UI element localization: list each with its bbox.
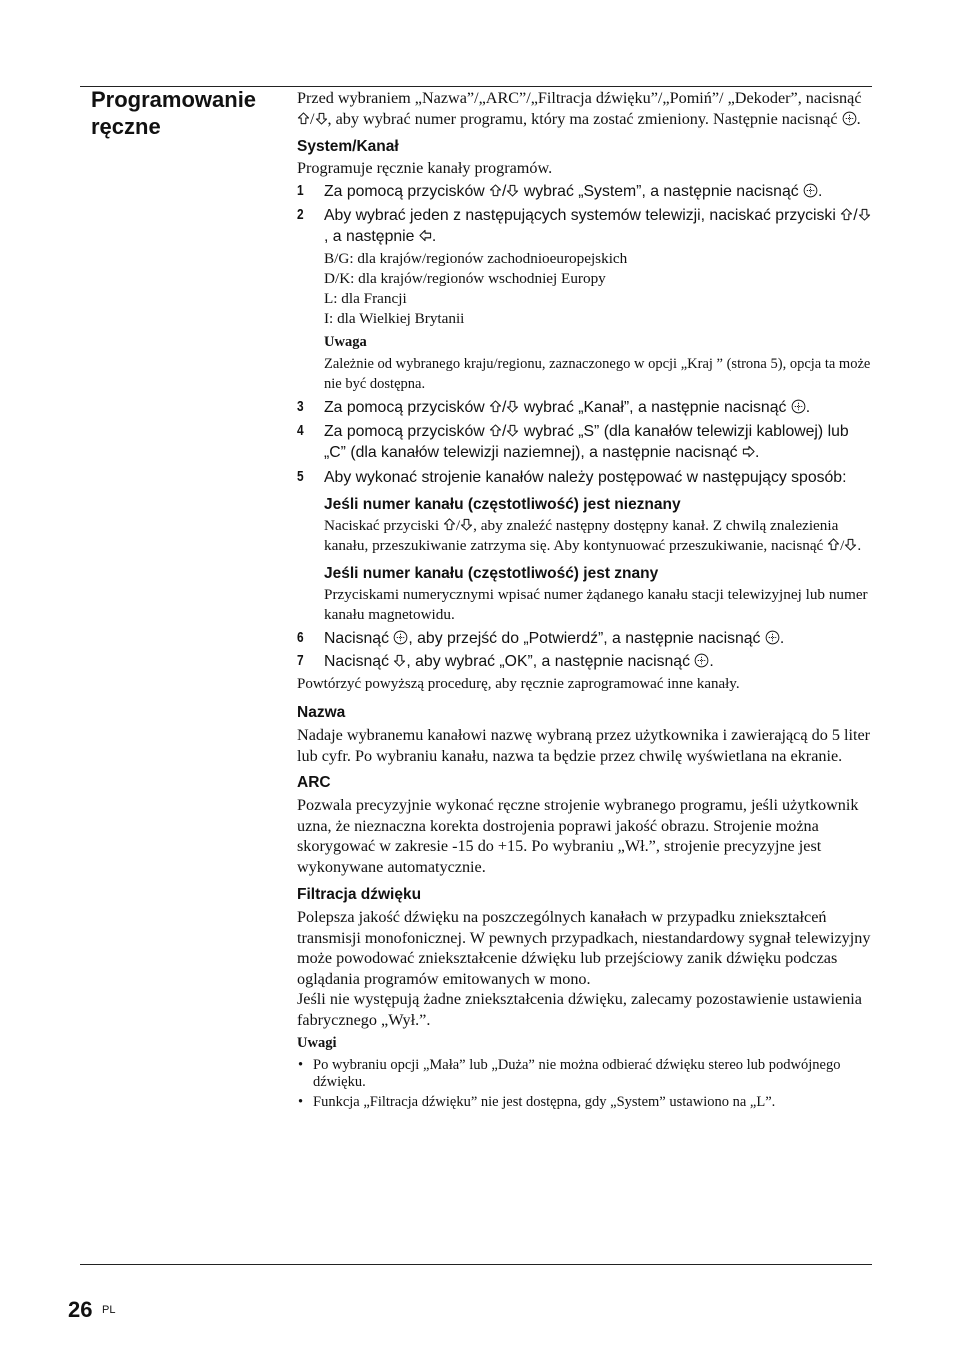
arrow-down-icon [506, 424, 519, 437]
arrow-down-icon [506, 400, 519, 413]
section-title: Programowanie ręczne [91, 87, 257, 139]
select-button-icon [694, 653, 709, 668]
step-5: 5 Aby wykonać strojenie kanałów należy postępować w następujący sposób: [297, 468, 847, 486]
note-item: • Funkcja „Filtracja dźwięku” nie jest dostępna, gdy „System” ustawiono na „L”. [298, 1093, 776, 1110]
notes-heading: Uwagi [297, 1035, 337, 1051]
arrow-down-icon [844, 538, 857, 551]
arrow-up-icon [443, 518, 456, 531]
step-1: 1 Za pomocą przycisków / wybrać „System”, a następnie nacisnąć . [297, 182, 823, 200]
known-channel-heading: Jeśli numer kanału (częstotliwość) jest znany [324, 564, 659, 582]
filtracja-text-1: Polepsza jakość dźwięku na poszczególnych kanałach w przypadku zniekształceń transmisji monofonicznej. W pewnych przypadkach, niestandardowy sygnał telewizyjny może powodować zniekształcenie dźwięku lub przejściowy zanik dźwięku podczas oglądania programów emitowanych w mono. [297, 908, 871, 988]
filtracja-heading: Filtracja dźwięku [297, 886, 422, 903]
unknown-channel-text: Naciskać przyciski / , aby znaleźć następny dostępny kanał. Z chwilą znalezienia kanału, przeszukiwanie zatrzyma się. Aby kontynuować przeszukiwanie, nacisnąć / . [324, 516, 862, 554]
bullet-icon: • [298, 1093, 304, 1110]
nazwa-heading: Nazwa [297, 704, 346, 721]
step-3: 3 Za pomocą przycisków / wybrać „Kanał”, a następnie nacisnąć . [297, 398, 811, 416]
arrow-right-icon [742, 445, 755, 458]
system-item: D/K: dla krajów/regionów wschodniej Europy [324, 269, 606, 287]
systems-list [324, 249, 873, 329]
arrow-down-icon [315, 112, 328, 125]
arrow-down-icon [393, 654, 406, 667]
arrow-up-icon [489, 400, 502, 413]
nazwa-text: Nadaje wybranemu kanałowi nazwę wybraną przez użytkownika i zawierającą do 5 liter lub cyfr. Po wybraniu kanału, nazwa ta będzie przez chwilę wyświetlana na ekranie. [297, 726, 871, 765]
step-4: 4 Za pomocą przycisków / wybrać „S” (dla kanałów telewizji kablowej) lub „C” (dla kanałów telewizji naziemnej), a następnie nacisnąć . [297, 422, 849, 461]
main-content [297, 86, 873, 1111]
arrow-up-icon [297, 112, 310, 125]
step-7: 7 Nacisnąć , aby wybrać „OK”, a następnie nacisnąć . [297, 652, 714, 670]
language-code: PL [102, 1304, 116, 1316]
select-button-icon [791, 399, 806, 414]
bullet-icon: • [298, 1056, 304, 1073]
arc-heading: ARC [297, 774, 331, 791]
arrow-down-icon [506, 184, 519, 197]
note-text: Zależnie od wybranego kraju/regionu, zaznaczonego w opcji „Kraj ” (strona 5), opcja ta może nie być dostępna. [324, 355, 871, 392]
select-button-icon [842, 111, 857, 126]
system-kanal-desc: Programuje ręcznie kanały programów. [297, 159, 553, 177]
known-channel-text: Przyciskami numerycznymi wpisać numer żądanego kanału stacji telewizyjnej lub numer kanału magnetowidu. [324, 585, 868, 623]
system-item: B/G: dla krajów/regionów zachodnioeuropejskich [324, 249, 628, 267]
filtracja-text-2: Jeśli nie występują żadne zniekształcenia dźwięku, zalecamy pozostawienie ustawienia fabrycznego „Wył.”. [297, 990, 862, 1029]
system-item: I: dla Wielkiej Brytanii [324, 309, 465, 327]
arrow-down-icon [460, 518, 473, 531]
note-heading: Uwaga [324, 333, 367, 350]
system-kanal-heading: System/Kanał [297, 138, 399, 155]
arrow-up-icon [827, 538, 840, 551]
system-item: L: dla Francji [324, 289, 407, 307]
step-2: 2 Aby wybrać jeden z następujących systemów telewizji, naciskać przyciski /, a następnie . [297, 205, 873, 247]
intro-paragraph: Przed wybraniem „Nazwa”/„ARC”/„Filtracja dźwięku”/„Pomiń”/ „Dekoder”, nacisnąć / , aby wybrać numer programu, który ma zostać zmieniony. Następnie nacisnąć . [297, 89, 862, 128]
note-item: • Po wybraniu opcji „Mała” lub „Duża” nie można odbierać dźwięku stereo lub podwójnego dźwięku. [298, 1056, 841, 1090]
select-button-icon [803, 183, 818, 198]
select-button-icon [393, 630, 408, 645]
step-6: 6 Nacisnąć , aby przejść do „Potwierdź”, a następnie nacisnąć . [297, 629, 785, 647]
page-number: 26 [68, 1297, 93, 1322]
arrow-up-icon [840, 208, 853, 221]
bottom-rule [80, 1264, 872, 1265]
arrow-left-icon [419, 229, 432, 242]
arc-text: Pozwala precyzyjnie wykonać ręczne strojenie wybranego programu, jeśli użytkownik uzna, że nieznaczna korekta dostrojenia poprawi jakość obrazu. Strojenie można skorygować w zakresie -15 do +15. Po wybraniu „Wł.”, strojenie precyzyjne jest wykonywane automatycznie. [297, 796, 859, 876]
arrow-down-icon [858, 208, 871, 221]
arrow-up-icon [489, 424, 502, 437]
select-button-icon [765, 630, 780, 645]
arrow-up-icon [489, 184, 502, 197]
unknown-channel-heading: Jeśli numer kanału (częstotliwość) jest nieznany [324, 495, 681, 513]
repeat-procedure-text: Powtórzyć powyższą procedurę, aby ręcznie zaprogramować inne kanały. [297, 675, 740, 692]
